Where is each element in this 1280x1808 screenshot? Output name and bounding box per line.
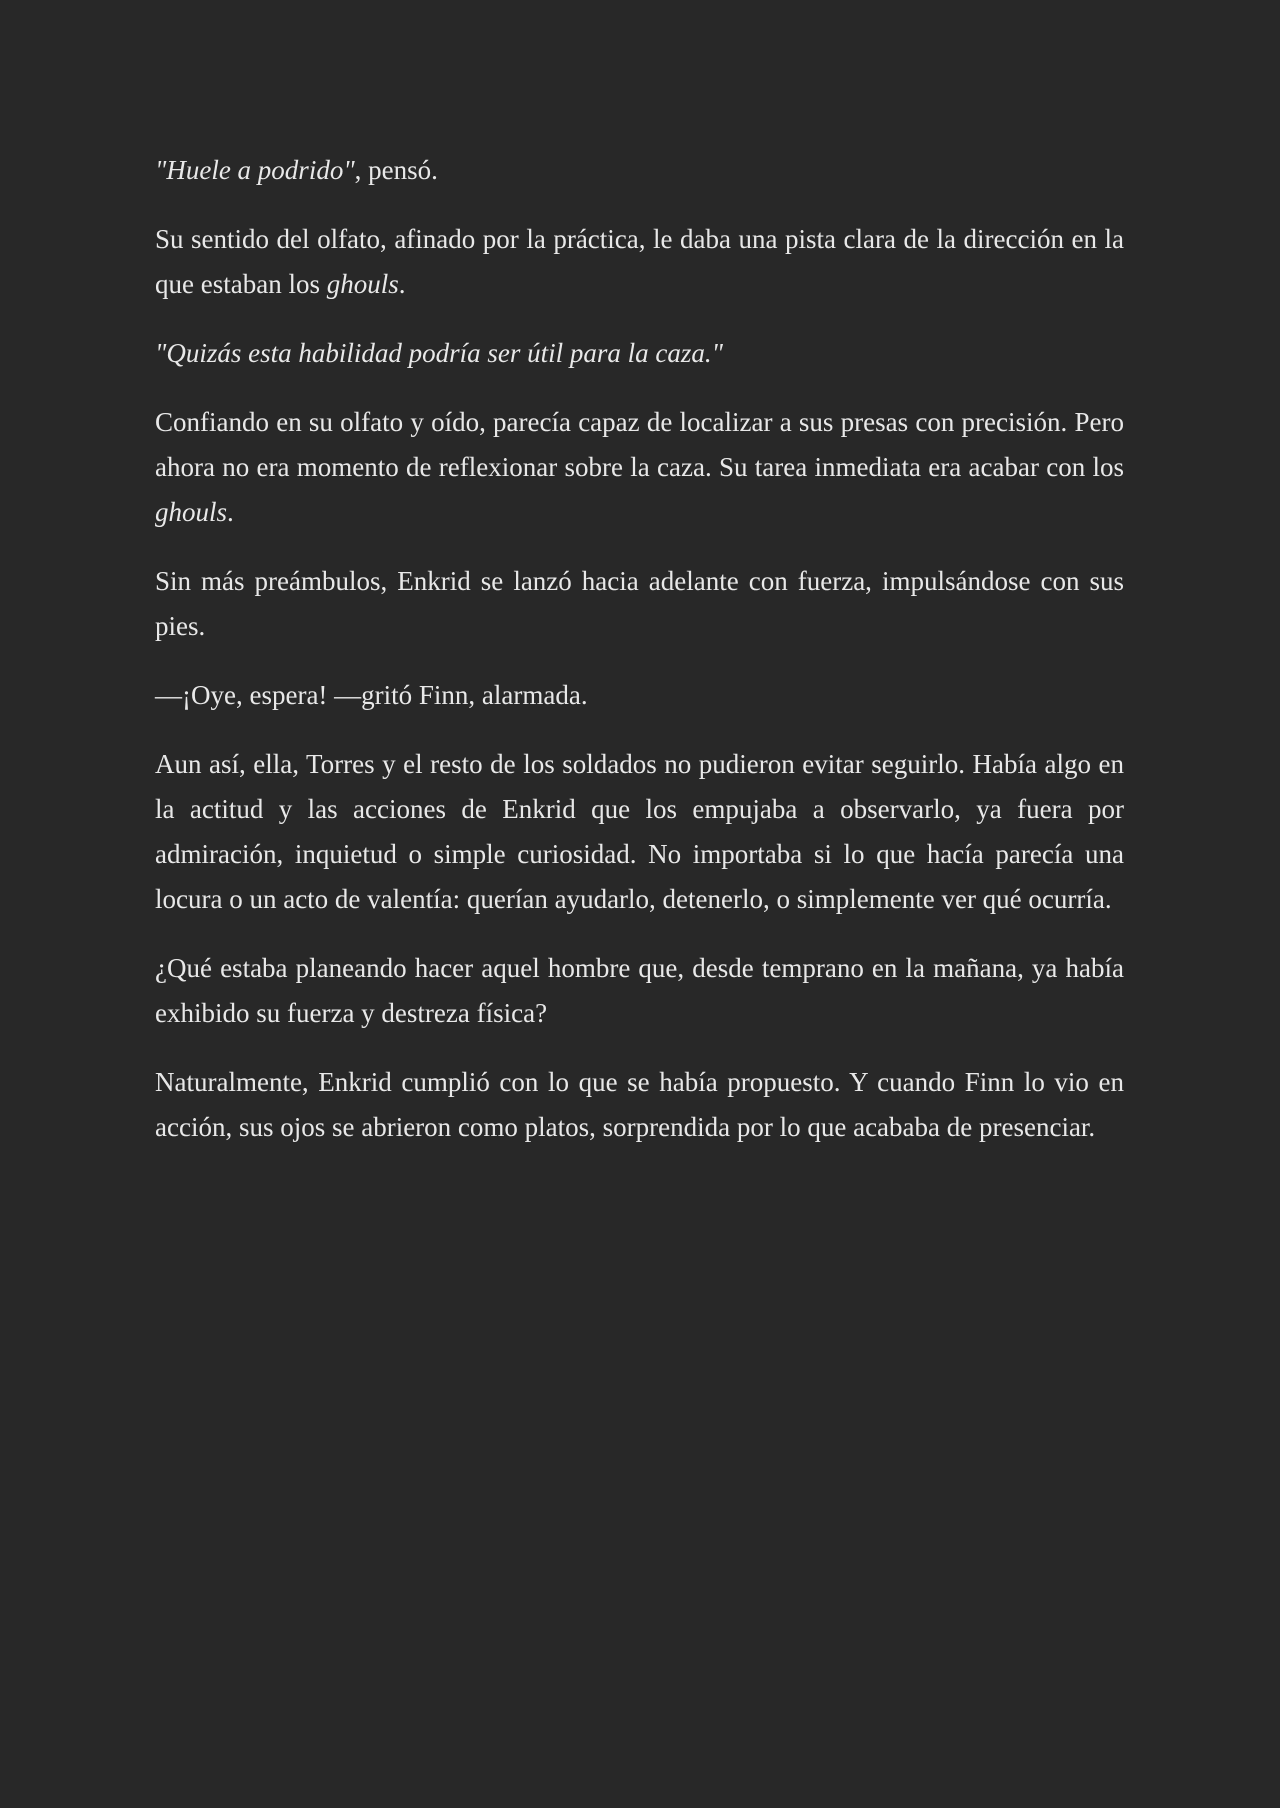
paragraph-6-segment-1: —¡Oye, espera! —gritó Finn, alarmada. [155,680,588,710]
paragraph-9-segment-1: Naturalmente, Enkrid cumplió con lo que se había propuesto. Y cuando Finn lo vio en acción, sus ojos se abrieron como platos, sorprendida por lo que acababa de presenciar. [155,1067,1124,1142]
paragraph-4-segment-1: Confiando en su olfato y oído, parecía capaz de localizar a sus presas con precisión. Pero ahora no era momento de reflexionar sobre la caza. Su tarea inmediata era acabar con los [155,407,1124,482]
paragraph-1-segment-1: "Huele a podrido" [155,155,355,185]
paragraph-2-segment-1: Su sentido del olfato, afinado por la práctica, le daba una pista clara de la dirección en la que estaban los [155,224,1124,299]
paragraph-4-segment-2: ghouls [155,497,228,527]
paragraph-8-segment-1: ¿Qué estaba planeando hacer aquel hombre que, desde temprano en la mañana, ya había exhibido su fuerza y destreza física? [155,953,1124,1028]
paragraph-2 [155,217,1124,307]
paragraph-5 [155,559,1124,649]
reader-page [155,148,1124,1174]
paragraph-3-segment-1: "Quizás esta habilidad podría ser útil para la caza." [155,338,723,368]
paragraph-5-segment-1: Sin más preámbulos, Enkrid se lanzó hacia adelante con fuerza, impulsándose con sus pies. [155,566,1124,641]
paragraph-4-segment-3: . [227,497,234,527]
paragraph-7 [155,742,1124,922]
paragraph-2-segment-2: ghouls [326,269,399,299]
paragraph-9 [155,1060,1124,1150]
paragraph-4 [155,400,1124,535]
paragraph-2-segment-3: . [398,269,406,299]
paragraph-1 [155,148,1124,193]
paragraph-8 [155,946,1124,1036]
paragraph-7-segment-1: Aun así, ella, Torres y el resto de los soldados no pudieron evitar seguirlo. Había algo en la actitud y las acciones de Enkrid que los empujaba a observarlo, ya fuera por admiración, inquietud o simple curiosidad. No importaba si lo que hacía parecía una locura o un acto de valentía: querían ayudarlo, detenerlo, o simplemente ver qué ocurría. [155,749,1124,914]
paragraph-3 [155,331,1124,376]
paragraph-1-segment-2: , pensó. [354,155,438,185]
paragraph-6 [155,673,1124,718]
